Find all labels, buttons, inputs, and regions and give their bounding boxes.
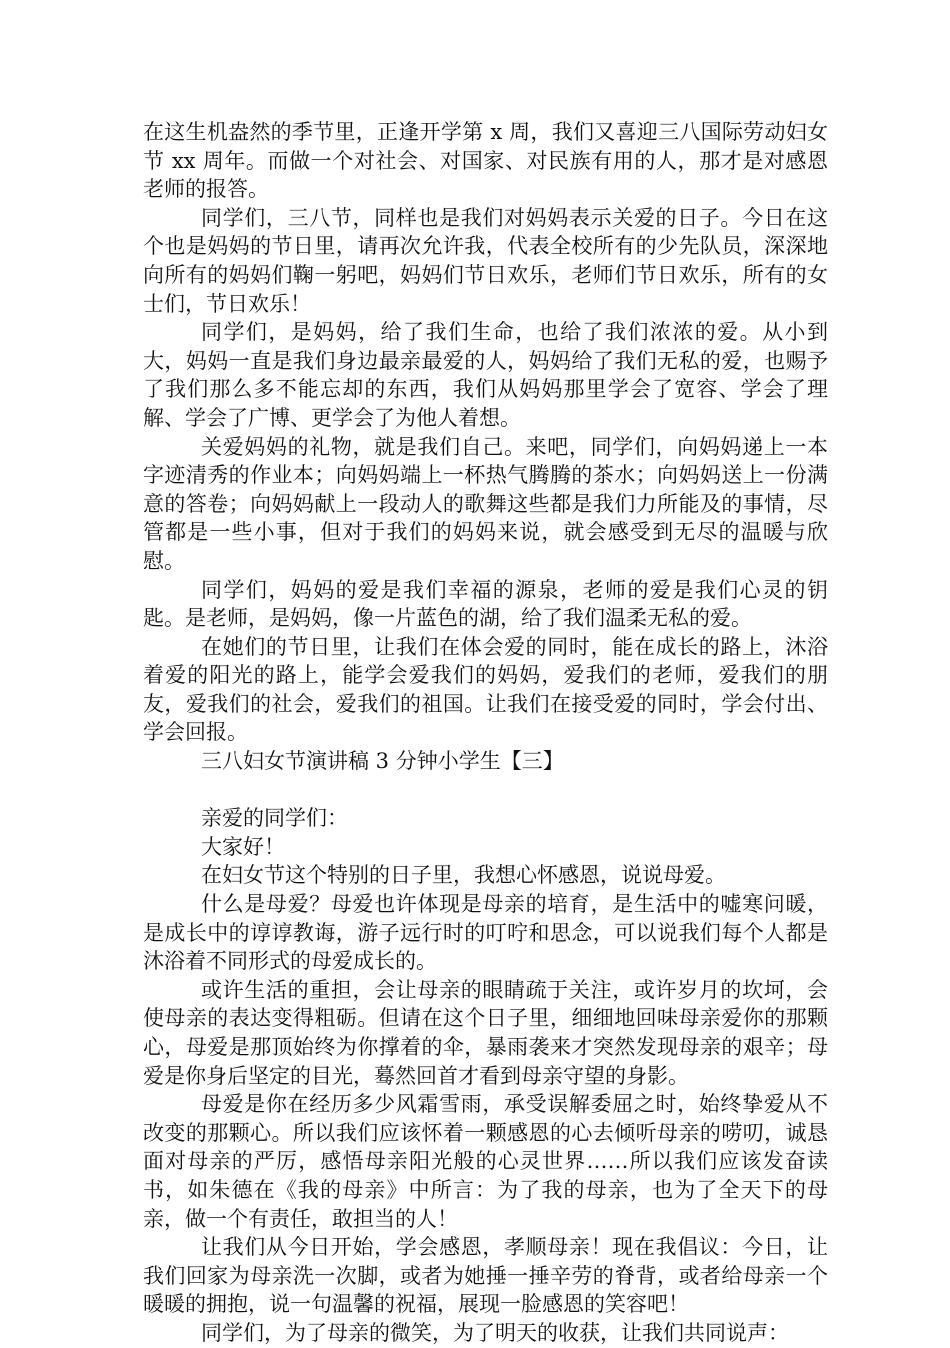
paragraph-12: 同学们，为了母亲的微笑，为了明天的收获，让我们共同说声： xyxy=(201,1320,789,1345)
paragraph-3: 同学们，是妈妈，给了我们生命，也给了我们浓浓的爱。从小到大，妈妈一直是我们身边最亲最爱的人，妈妈给了我们无私的爱，也赐予了我们那么多不能忘却的东西，我们从妈妈那里学会了宽容、学会了理解、学会了广博、更学会了为他人着想。 xyxy=(143,320,828,430)
paragraph-10: 母爱是你在经历多少风霜雪雨，承受误解委屈之时，始终挚爱从不改变的那颗心。所以我们应该怀着一颗感恩的心去倾听母亲的唠叨，诚恳面对母亲的严厉，感悟母亲阳光般的心灵世界……所以我们应该发奋读书，如朱德在《我的母亲》中所言：为了我的母亲，也为了全天下的母亲，做一个有责任，敢担当的人！ xyxy=(143,1092,828,1231)
section-heading: 三八妇女节演讲稿 3 分钟小学生【三】 xyxy=(201,749,564,774)
greeting: 大家好！ xyxy=(201,834,285,859)
paragraph-7: 在妇女节这个特别的日子里，我想心怀感恩，说说母爱。 xyxy=(201,863,726,888)
paragraph-2: 同学们，三八节，同样也是我们对妈妈表示关爱的日子。今日在这个也是妈妈的节日里，请再次允许我，代表全校所有的少先队员，深深地向所有的妈妈们鞠一躬吧，妈妈们节日欢乐，老师们节日欢乐，所有的女士们，节日欢乐！ xyxy=(143,205,828,316)
paragraph-1: 在这生机盎然的季节里，正逢开学第 x 周，我们又喜迎三八国际劳动妇女节 xx 周年。而做一个对社会、对国家、对民族有用的人，那才是对感恩老师的报答。 xyxy=(143,120,828,202)
paragraph-11: 让我们从今日开始，学会感恩，孝顺母亲！现在我倡议：今日，让我们回家为母亲洗一次脚，或者为她捶一捶辛劳的脊背，或者给母亲一个暖暖的拥抱，说一句温馨的祝福，展现一脸感恩的笑容吧！ xyxy=(143,1235,828,1317)
paragraph-9: 或许生活的重担，会让母亲的眼睛疏于关注，或许岁月的坎坷，会使母亲的表达变得粗砺。但请在这个日子里，细细地回味母亲爱你的那颗心，母爱是那顶始终为你撑着的伞，暴雨袭来才突然发现母亲的艰辛；母爱是你身后坚定的目光，蓦然回首才看到母亲守望的身影。 xyxy=(143,977,828,1088)
blank-line xyxy=(143,776,828,805)
paragraph-5: 同学们，妈妈的爱是我们幸福的源泉，老师的爱是我们心灵的钥匙。是老师，是妈妈，像一片蓝色的湖，给了我们温柔无私的爱。 xyxy=(143,577,828,631)
document-body xyxy=(143,118,828,1348)
salutation: 亲爱的同学们： xyxy=(201,806,348,831)
paragraph-8: 什么是母爱？母爱也许体现是母亲的培育，是生活中的嘘寒问暖，是成长中的谆谆教诲，游子远行时的叮咛和思念，可以说我们每个人都是沐浴着不同形式的母爱成长的。 xyxy=(143,892,828,974)
paragraph-6: 在她们的节日里，让我们在体会爱的同时，能在成长的路上，沐浴着爱的阳光的路上，能学会爱我们的妈妈，爱我们的老师，爱我们的朋友，爱我们的社会，爱我们的祖国。让我们在接受爱的同时，学会付出、学会回报。 xyxy=(143,634,828,745)
paragraph-4: 关爱妈妈的礼物，就是我们自己。来吧，同学们，向妈妈递上一本字迹清秀的作业本；向妈妈端上一杯热气腾腾的茶水；向妈妈送上一份满意的答卷；向妈妈献上一段动人的歌舞这些都是我们力所能及的事情，尽管都是一些小事，但对于我们的妈妈来说，就会感受到无尽的温暖与欣慰。 xyxy=(143,434,828,573)
